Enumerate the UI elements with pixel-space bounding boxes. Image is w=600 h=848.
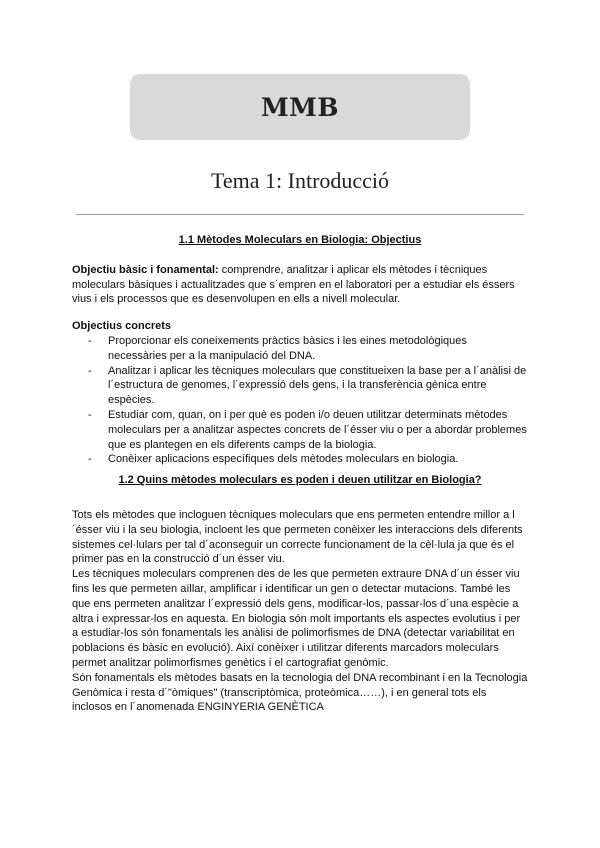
document-body bbox=[72, 233, 528, 715]
basic-objective-text: comprendre, analitzar i aplicar els mètodes i tècniques moleculars bàsiques i actualitzades que s´empren en el laboratori per a estudiar els éssers vius i els processos que es desenvolupen en ells a nivell molecular. bbox=[72, 263, 515, 306]
dash-bullet: - bbox=[88, 408, 92, 421]
document-title: MMB bbox=[261, 92, 339, 122]
list-item-text: Estudiar com, quan, on i per què es poden i/o deuen utilitzar determinats mètodes moleculars per a analitzar aspectes concrets de l´ésser viu o per a abordar problemes que es plantegen en els diferents camps de la biologia. bbox=[108, 408, 527, 451]
section-2-paragraph-2: Les tècniques moleculars comprenen des de les que permeten extraure DNA d´un ésser viu fins les que permeten aïllar, amplificar i identificar un gen o detectar mutacions. També les que ens permeten analitzar l´expressió dels gens, modificar-los, passar-los d´una espècie a altra i expressar-los en aquesta. En biologia són molt importants els aspectes evolutius i per a estudiar-los són fonamentals les anàlisi de polimorfismes de DNA (detectar variabilitat en poblacions és bàsic en evolució). Així conèixer i utilitzar diferents marcadors moleculars permet analitzar polimorfismes genètics i el cartografiat genòmic. bbox=[72, 568, 521, 669]
dash-bullet: - bbox=[88, 453, 92, 466]
dash-bullet: - bbox=[88, 334, 92, 347]
concrete-objectives-list bbox=[72, 334, 528, 467]
concrete-objectives-label: Objectius concrets bbox=[72, 320, 172, 333]
title-banner bbox=[130, 74, 470, 140]
section-1-heading: 1.1 Mètodes Moleculars en Biologia: Objectius bbox=[178, 234, 422, 246]
list-item bbox=[88, 408, 528, 452]
section-2-heading: 1.2 Quins mètodes moleculars es poden i deuen utilitzar en Biologia? bbox=[118, 474, 482, 487]
list-item-text: Conèixer aplicacions específiques dels mètodes moleculars en biologia. bbox=[108, 453, 459, 466]
basic-objective-paragraph bbox=[72, 263, 528, 307]
list-item bbox=[88, 334, 528, 364]
basic-objective-label: Objectiu bàsic i fonamental: bbox=[72, 263, 219, 276]
section-2-paragraph-3: Són fonamentals els mètodes basats en la tecnologia del DNA recombinant i en la Tecnologia Genòmica i resta d´"òmiques" (transcriptòmica, proteòmica……), i en general tots els inclosos en l´anomenada ENGINYERIA GENÈTICA bbox=[72, 671, 528, 714]
list-item-text: Analitzar i aplicar les tècniques moleculars que constitueixen la base per a l´anàlisi de l´estructura de genomes, l´expressió dels gens, i la transferència gènica entre espècies. bbox=[108, 364, 527, 407]
list-item bbox=[88, 364, 528, 408]
dash-bullet: - bbox=[88, 364, 92, 377]
section-2-paragraph-1: Tots els mètodes que incloguen tècniques moleculars que ens permeten entendre millor a l´ésser viu i la seu biologia, incloent les que permeten conèixer les interaccions dels diferents sistemes cel·lulars per tal d´aconseguir un correcte funcionament de la cèl·lula ja que és el primer pas en la construcció d´un ésser viu. bbox=[72, 508, 523, 566]
document-subtitle: Tema 1: Introducció bbox=[210, 168, 390, 193]
list-item-text: Proporcionar els coneixements pràctics bàsics i les eines metodològiques necessàries per a la manipulació del DNA. bbox=[108, 334, 467, 362]
horizontal-divider bbox=[76, 214, 524, 215]
list-item bbox=[88, 452, 528, 467]
